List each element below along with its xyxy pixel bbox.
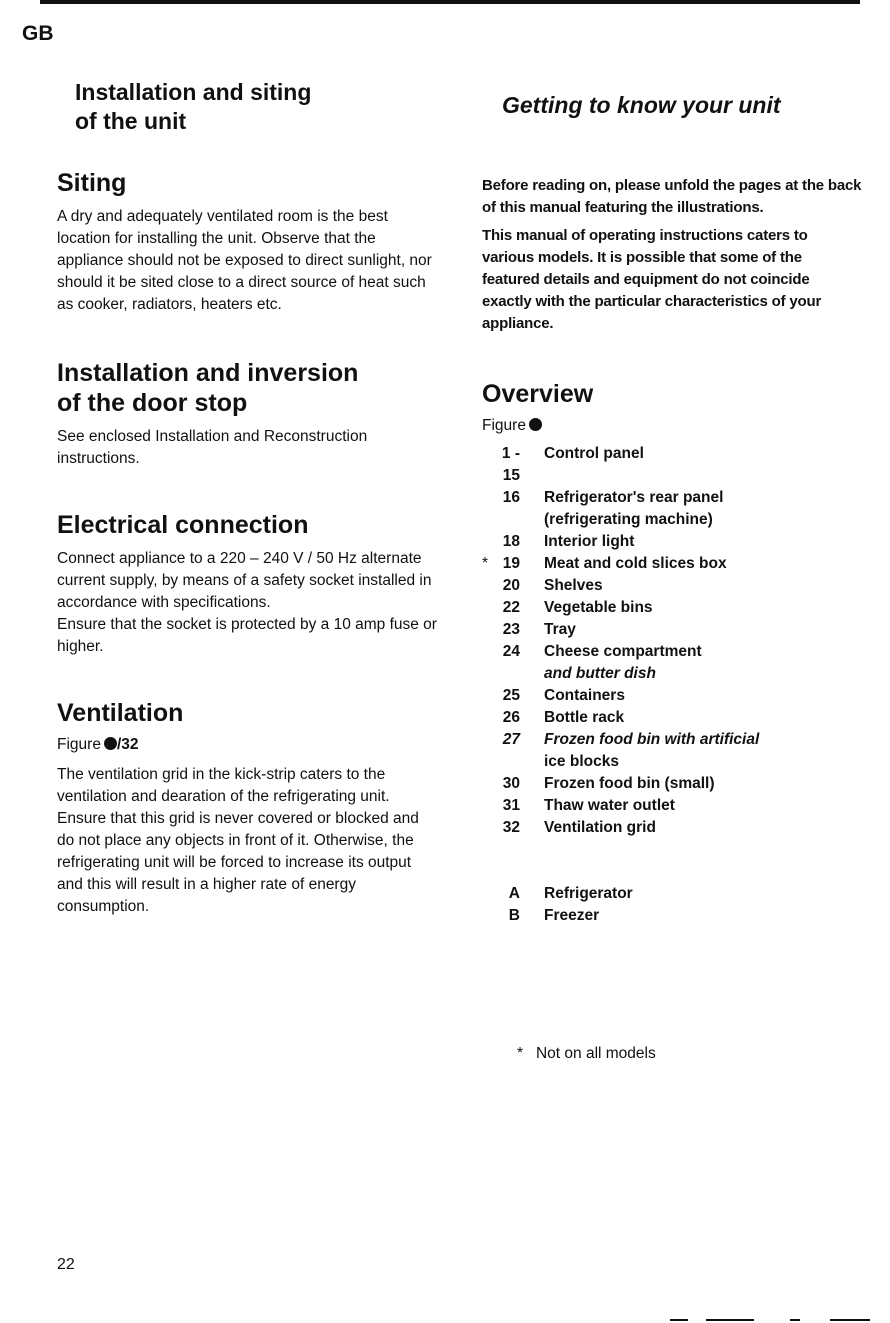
list-item: 16 Refrigerator's rear panel (refrigerating machine): [482, 487, 862, 531]
section-ventilation: [57, 698, 437, 918]
overview-figure-ref: [482, 415, 862, 437]
footnote-text: Not on all models: [535, 1045, 656, 1062]
list-item: 27 Frozen food bin with artificial ice blocks: [482, 729, 862, 773]
ventilation-figure-number: /32: [116, 736, 139, 753]
bottom-rule-marks: [670, 1319, 870, 1321]
list-item: 30 Frozen food bin (small): [502, 775, 715, 792]
chapter-title-left: [75, 78, 311, 136]
asterisk-marker: *: [482, 555, 489, 572]
electrical-text-1: Connect appliance to a 220 – 240 V / 50 Hz alternate current supply, by means of a safety socket installed in accordance with specifications.: [57, 550, 432, 611]
language-code: GB: [22, 22, 54, 45]
item-text-continued: ice blocks: [544, 753, 619, 770]
chapter-title-right: Getting to know your unit: [502, 92, 781, 118]
item-text: Refrigerator's rear panel: [544, 489, 724, 506]
left-column: [57, 168, 437, 918]
list-item: 25 Containers: [502, 687, 625, 704]
electrical-text-2: Ensure that the socket is protected by a 10 amp fuse or higher.: [57, 616, 437, 655]
overview-heading: Overview: [482, 380, 594, 408]
electrical-heading: Electrical connection: [57, 511, 309, 539]
list-item: * 19 Meat and cold slices box: [482, 553, 862, 575]
right-column: [482, 175, 862, 927]
door-stop-heading-line2: of the door stop: [57, 389, 248, 417]
item-text: Cheese compartment: [544, 643, 702, 660]
list-item: 23 Tray: [502, 621, 576, 638]
door-stop-text: See enclosed Installation and Reconstruction instructions.: [57, 428, 368, 467]
chapter-title-left-line2: of the unit: [75, 108, 187, 134]
ventilation-heading: Ventilation: [57, 699, 184, 727]
appliance-legend: [482, 883, 862, 927]
item-text-continued: (refrigerating machine): [544, 511, 713, 528]
figure-one-icon: [529, 418, 542, 431]
list-item: 20 Shelves: [502, 577, 603, 594]
door-stop-heading: [57, 358, 437, 418]
figure-one-icon: [104, 737, 117, 750]
list-item: A Refrigerator: [508, 885, 633, 902]
section-electrical: [57, 510, 437, 658]
siting-text: A dry and adequately ventilated room is the best location for installing the unit. Observe that the appliance should not be exposed to direct sunlight, nor should it be sited close to a direct source of heat such as cooker, radiators, heaters etc.: [57, 208, 432, 313]
ventilation-figure-label: Figure: [57, 736, 101, 753]
component-list: [482, 443, 862, 839]
page-number: 22: [57, 1256, 75, 1273]
list-item: 18 Interior light: [502, 533, 635, 550]
item-text: Frozen food bin with artificial: [544, 731, 760, 748]
list-item: 22 Vegetable bins: [502, 599, 653, 616]
list-item: 31 Thaw water outlet: [502, 797, 675, 814]
intro-unfold-text: Before reading on, please unfold the pages at the back of this manual featuring the illustrations.: [482, 177, 862, 216]
list-item: B Freezer: [508, 907, 600, 924]
footnote: [517, 1043, 656, 1065]
item-text-continued: and butter dish: [544, 665, 656, 682]
ventilation-figure-ref: [57, 734, 437, 756]
top-rule: [40, 0, 860, 4]
door-stop-heading-line1: Installation and inversion: [57, 359, 359, 387]
footnote-asterisk: *: [517, 1045, 524, 1062]
list-item: 1 - 15 Control panel: [501, 445, 644, 484]
list-item: 24 Cheese compartment and butter dish: [482, 641, 862, 685]
siting-heading: Siting: [57, 169, 127, 197]
ventilation-text: The ventilation grid in the kick-strip caters to the ventilation and dearation of the refrigerating unit. Ensure that this grid is never covered or blocked and do not place any objects in front of it. Otherwise, the refrigerating unit will be forced to increase its output and this will result in a higher rate of energy consumption.: [57, 766, 419, 915]
chapter-title-left-line1: Installation and siting: [75, 79, 312, 105]
overview-figure-label: Figure: [482, 417, 526, 434]
intro-models-text: This manual of operating instructions caters to various models. It is possible that some of the featured details and equipment do not coincide exactly with the particular characteristics of your appliance.: [482, 227, 822, 332]
section-siting: [57, 168, 437, 316]
list-item: 26 Bottle rack: [502, 709, 625, 726]
list-item: 32 Ventilation grid: [502, 819, 656, 836]
section-door-stop: [57, 358, 437, 470]
